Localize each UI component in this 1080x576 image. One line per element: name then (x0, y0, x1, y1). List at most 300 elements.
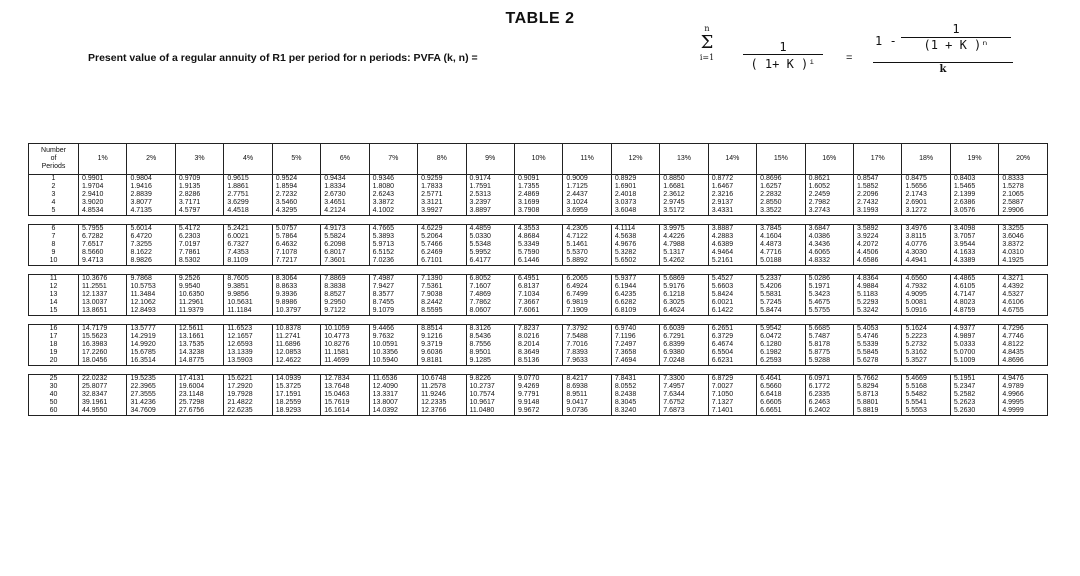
pvfa-value-cell: 6.9740 (611, 325, 659, 334)
rate-column-header: 1% (79, 144, 127, 175)
pvfa-value-cell: 13.7535 (175, 341, 223, 349)
pvfa-value-cell: 5.7487 (805, 333, 853, 341)
pvfa-value-cell: 3.1993 (854, 207, 902, 216)
rate-column-header: 16% (805, 144, 853, 175)
pvfa-value-cell: 11.9379 (175, 307, 223, 316)
pvfa-value-cell: 5.1624 (902, 325, 950, 334)
pvfa-value-cell: 5.1183 (854, 291, 902, 299)
pvfa-value-cell: 9.4466 (369, 325, 417, 334)
pvfa-value-cell: 1.6681 (660, 183, 708, 191)
pvfa-value-cell: 9.0736 (563, 407, 611, 416)
pvfa-value-cell: 4.1633 (950, 249, 998, 257)
pvfa-value-cell: 5.2347 (950, 383, 998, 391)
pvfa-value-cell: 6.5152 (369, 249, 417, 257)
pvfa-value-cell: 11.2551 (79, 283, 127, 291)
pvfa-value-cell: 6.2651 (708, 325, 756, 334)
pvfa-value-cell: 19.6004 (175, 383, 223, 391)
table-row (29, 249, 1048, 257)
pvfa-value-cell: 5.5553 (902, 407, 950, 416)
rate-column-header: 20% (999, 144, 1048, 175)
pvfa-value-cell: 1.5278 (999, 183, 1048, 191)
pvfa-value-cell: 6.1446 (514, 257, 562, 266)
pvfa-value-cell: 8.3240 (611, 407, 659, 416)
pvfa-value-cell: 5.6014 (127, 225, 175, 234)
pvfa-value-cell: 6.4235 (611, 291, 659, 299)
pvfa-value-cell: 11.2741 (272, 333, 320, 341)
pvfa-value-cell: 12.7834 (321, 375, 369, 384)
pvfa-value-cell: 4.9377 (950, 325, 998, 334)
pvfa-value-cell: 9.8986 (272, 299, 320, 307)
pvfa-value-cell: 6.6039 (660, 325, 708, 334)
pvfa-value-cell: 8.3577 (369, 291, 417, 299)
pvfa-value-cell: 12.2335 (418, 399, 466, 407)
pvfa-value-cell: 18.2559 (272, 399, 320, 407)
pvfa-value-cell: 5.2421 (224, 225, 272, 234)
pvfa-value-cell: 6.2402 (805, 407, 853, 416)
pvfa-value-cell: 10.5753 (127, 283, 175, 291)
pvfa-value-cell: 5.8294 (854, 383, 902, 391)
rate-column-header: 9% (466, 144, 514, 175)
pvfa-value-cell: 8.5660 (79, 249, 127, 257)
pvfa-value-cell: 2.2832 (757, 191, 805, 199)
pvfa-value-cell: 5.0330 (466, 233, 514, 241)
pvfa-value-cell: 4.7122 (563, 233, 611, 241)
pvfa-value-cell: 0.8547 (854, 175, 902, 184)
pvfa-value-cell: 3.7908 (514, 207, 562, 216)
pvfa-value-cell: 7.6061 (514, 307, 562, 316)
pvfa-value-cell: 3.9975 (660, 225, 708, 234)
pvfa-value-cell: 4.9173 (321, 225, 369, 234)
pvfa-value-cell: 5.5370 (563, 249, 611, 257)
pvfa-value-cell: 9.7632 (369, 333, 417, 341)
pvfa-value-cell: 15.6221 (224, 375, 272, 384)
pvfa-value-cell: 31.4236 (127, 399, 175, 407)
pvfa-value-cell: 5.6869 (660, 275, 708, 284)
pvfa-value-cell: 7.6752 (660, 399, 708, 407)
pvfa-value-cell: 0.9091 (514, 175, 562, 184)
pvfa-value-cell: 3.8887 (708, 225, 756, 234)
pvfa-value-cell: 7.5361 (418, 283, 466, 291)
pvfa-value-cell: 5.9542 (757, 325, 805, 334)
pvfa-value-cell: 10.7574 (466, 391, 514, 399)
pvfa-value-cell: 3.9020 (79, 199, 127, 207)
pvfa-value-cell: 11.6523 (224, 325, 272, 334)
pvfa-value-cell: 10.2737 (466, 383, 514, 391)
pvfa-value-cell: 0.8475 (902, 175, 950, 184)
pvfa-value-cell: 7.8393 (563, 349, 611, 357)
pvfa-value-cell: 2.1065 (999, 191, 1048, 199)
pvfa-value-cell: 6.6651 (757, 407, 805, 416)
pvfa-value-cell: 7.1909 (563, 307, 611, 316)
pvfa-value-cell: 2.3216 (708, 191, 756, 199)
pvfa-value-cell: 6.1982 (757, 349, 805, 357)
table-row (29, 275, 1048, 284)
table-row (29, 341, 1048, 349)
pvfa-value-cell: 13.1661 (175, 333, 223, 341)
pvfa-value-cell: 5.7590 (514, 249, 562, 257)
pvfa-value-cell: 5.0700 (950, 349, 998, 357)
inner-fraction (901, 22, 1011, 53)
pvfa-value-cell: 10.3797 (272, 307, 320, 316)
pvfa-value-cell: 3.1272 (902, 207, 950, 216)
pvfa-value-cell: 7.3255 (127, 241, 175, 249)
pvfa-value-cell: 2.9906 (999, 207, 1048, 216)
table-row (29, 357, 1048, 366)
pvfa-value-cell: 5.5168 (902, 383, 950, 391)
pvfa-value-cell: 4.6560 (902, 275, 950, 284)
pvfa-value-cell: 2.7751 (224, 191, 272, 199)
pvfa-value-cell: 7.3658 (611, 349, 659, 357)
rate-column-header: 7% (369, 144, 417, 175)
pvfa-value-cell: 4.4392 (999, 283, 1048, 291)
pvfa-value-cell: 13.8651 (79, 307, 127, 316)
pvfa-value-cell: 2.5771 (418, 191, 466, 199)
pvfa-value-cell: 9.4713 (79, 257, 127, 266)
group-spacer (29, 266, 1048, 275)
pvfa-value-cell: 3.6046 (999, 233, 1048, 241)
pvfa-value-cell: 7.3792 (563, 325, 611, 334)
pvfa-value-cell: 5.0286 (805, 275, 853, 284)
pvfa-value-cell: 6.0021 (224, 233, 272, 241)
pvfa-value-cell: 4.9476 (999, 375, 1048, 384)
pvfa-value-cell: 7.9038 (418, 291, 466, 299)
rate-column-header: 14% (708, 144, 756, 175)
pvfa-value-cell: 0.8696 (757, 175, 805, 184)
pvfa-value-cell: 1.7125 (563, 183, 611, 191)
pvfa-value-cell: 8.5136 (514, 357, 562, 366)
pvfa-value-cell: 10.8276 (321, 341, 369, 349)
table-row (29, 199, 1048, 207)
pvfa-value-cell: 15.0463 (321, 391, 369, 399)
pvfa-value-cell: 7.1078 (272, 249, 320, 257)
table-row (29, 191, 1048, 199)
table-row (29, 325, 1048, 334)
pvfa-value-cell: 4.0776 (902, 241, 950, 249)
pvfa-value-cell: 6.7101 (418, 257, 466, 266)
sigma-upper-limit: n (704, 24, 710, 33)
table-row (29, 349, 1048, 357)
pvfa-value-cell: 5.5348 (466, 241, 514, 249)
pvfa-value-cell: 2.6730 (321, 191, 369, 199)
pvfa-value-cell: 3.8115 (902, 233, 950, 241)
pvfa-value-cell: 3.2397 (466, 199, 514, 207)
pvfa-value-cell: 27.3555 (127, 391, 175, 399)
pvfa-value-cell: 4.8696 (999, 357, 1048, 366)
pvfa-value-cell: 5.4206 (757, 283, 805, 291)
pvfa-value-cell: 5.5482 (902, 391, 950, 399)
pvfa-value-cell: 2.7432 (854, 199, 902, 207)
table-row (29, 407, 1048, 416)
spacer-cell (29, 316, 1048, 325)
pvfa-value-cell: 14.2919 (127, 333, 175, 341)
pvfa-value-cell: 2.1399 (950, 191, 998, 199)
pvfa-value-cell: 11.9246 (418, 391, 466, 399)
pvfa-value-cell: 10.4773 (321, 333, 369, 341)
pvfa-value-cell: 2.5887 (999, 199, 1048, 207)
pvfa-value-cell: 10.6748 (418, 375, 466, 384)
pvfa-value-cell: 7.4694 (611, 357, 659, 366)
period-header-line: Number (41, 147, 66, 154)
pvfa-value-cell: 8.5302 (175, 257, 223, 266)
table-row (29, 299, 1048, 307)
pvfa-value-cell: 12.8493 (127, 307, 175, 316)
period-cell: 40 (29, 391, 79, 399)
pvfa-value-cell: 8.0216 (514, 333, 562, 341)
rate-column-header: 3% (175, 144, 223, 175)
pvfa-value-cell: 11.2578 (418, 383, 466, 391)
pvfa-value-cell: 0.9259 (418, 175, 466, 184)
pvfa-value-cell: 5.5755 (805, 307, 853, 316)
pvfa-value-cell: 18.9293 (272, 407, 320, 416)
period-cell: 4 (29, 199, 79, 207)
rate-column-header: 6% (321, 144, 369, 175)
pvfa-value-cell: 7.8869 (321, 275, 369, 284)
pvfa-value-cell: 17.4131 (175, 375, 223, 384)
pvfa-value-cell: 3.4651 (321, 199, 369, 207)
pvfa-value-cell: 6.3729 (708, 333, 756, 341)
pvfa-value-cell: 6.6282 (611, 299, 659, 307)
pvfa-value-cell: 4.5327 (999, 291, 1048, 299)
pvfa-value-cell: 6.4641 (757, 375, 805, 384)
pvfa-value-cell: 4.3436 (805, 241, 853, 249)
pvfa-value-cell: 2.5313 (466, 191, 514, 199)
rate-column-header: 5% (272, 144, 320, 175)
pvfa-value-cell: 2.4018 (611, 191, 659, 199)
pvfa-value-cell: 3.7845 (757, 225, 805, 234)
pvfa-value-cell: 6.6231 (708, 357, 756, 366)
period-cell: 16 (29, 325, 79, 334)
pvfa-value-cell: 9.3719 (418, 341, 466, 349)
pvfa-value-cell: 7.1196 (611, 333, 659, 341)
pvfa-value-cell: 1.7355 (514, 183, 562, 191)
pvfa-value-cell: 9.6036 (418, 349, 466, 357)
pvfa-value-cell: 5.6685 (805, 325, 853, 334)
pvfa-value-cell: 8.5595 (418, 307, 466, 316)
pvfa-value-cell: 6.2335 (805, 391, 853, 399)
table-row (29, 399, 1048, 407)
pvfa-value-cell: 4.6586 (854, 257, 902, 266)
pvfa-value-cell: 2.2096 (854, 191, 902, 199)
pvfa-value-cell: 34.7609 (127, 407, 175, 416)
pvfa-value-cell: 6.4632 (272, 241, 320, 249)
pvfa-value-cell: 8.3838 (321, 283, 369, 291)
pvfa-value-cell: 11.0480 (466, 407, 514, 416)
pvfa-value-cell: 0.9174 (466, 175, 514, 184)
pvfa-value-cell: 5.3349 (514, 241, 562, 249)
table-row (29, 233, 1048, 241)
pvfa-value-cell: 14.0939 (272, 375, 320, 384)
period-header-line: of (50, 155, 57, 162)
pvfa-value-cell: 6.0472 (757, 333, 805, 341)
pvfa-value-cell: 4.2305 (563, 225, 611, 234)
pvfa-value-cell: 4.6065 (805, 249, 853, 257)
pvfa-value-cell: 4.1604 (757, 233, 805, 241)
pvfa-value-cell: 8.0552 (611, 383, 659, 391)
pvfa-value-cell: 6.2065 (563, 275, 611, 284)
equals-sign: = (846, 52, 853, 64)
pvfa-value-cell: 7.9633 (563, 357, 611, 366)
pvfa-value-cell: 1.7591 (466, 183, 514, 191)
pvfa-value-cell: 4.2124 (321, 207, 369, 216)
pvfa-value-cell: 13.3317 (369, 391, 417, 399)
pvfa-value-cell: 7.5488 (563, 333, 611, 341)
pvfa-value-cell: 8.3064 (272, 275, 320, 284)
pvfa-value-cell: 5.9377 (611, 275, 659, 284)
pvfa-value-cell: 6.8729 (708, 375, 756, 384)
pvfa-value-cell: 0.9709 (175, 175, 223, 184)
pvfa-value-cell: 3.3121 (418, 199, 466, 207)
outer-denominator: k (939, 64, 947, 75)
pvfa-value-cell: 4.3553 (514, 225, 562, 234)
period-cell: 12 (29, 283, 79, 291)
pvfa-value-cell: 3.5172 (660, 207, 708, 216)
pvfa-value-cell: 3.2743 (805, 207, 853, 216)
rate-column-header: 18% (902, 144, 950, 175)
pvfa-value-cell: 8.0607 (466, 307, 514, 316)
pvfa-value-cell: 5.6502 (611, 257, 659, 266)
group-spacer (29, 366, 1048, 375)
pvfa-value-cell: 1.5852 (854, 183, 902, 191)
pvfa-value-cell: 6.4924 (563, 283, 611, 291)
pvfa-value-cell: 1.8594 (272, 183, 320, 191)
table-row (29, 207, 1048, 216)
pvfa-value-cell: 5.8892 (563, 257, 611, 266)
pvfa-value-cell: 9.1216 (418, 333, 466, 341)
pvfa-value-cell: 5.4262 (660, 257, 708, 266)
pvfa-value-cell: 10.6350 (175, 291, 223, 299)
pvfa-value-cell: 2.9745 (660, 199, 708, 207)
pvfa-value-cell: 2.3612 (660, 191, 708, 199)
pvfa-value-cell: 4.3271 (999, 275, 1048, 284)
pvfa-value-cell: 4.9966 (999, 391, 1048, 399)
period-cell: 3 (29, 191, 79, 199)
pvfa-value-cell: 5.2064 (418, 233, 466, 241)
pvfa-value-cell: 3.9224 (854, 233, 902, 241)
pvfa-value-cell: 6.7282 (79, 233, 127, 241)
pvfa-value-cell: 2.6901 (902, 199, 950, 207)
pvfa-value-cell: 10.3676 (79, 275, 127, 284)
pvfa-value-cell: 0.8772 (708, 175, 756, 184)
pvfa-value-cell: 2.4869 (514, 191, 562, 199)
pvfa-value-cell: 6.8052 (466, 275, 514, 284)
pvfa-value-cell: 4.0310 (999, 249, 1048, 257)
pvfa-value-cell: 8.8527 (321, 291, 369, 299)
pvfa-value-cell: 9.3936 (272, 291, 320, 299)
pvfa-value-cell: 12.1337 (79, 291, 127, 299)
pvfa-value-cell: 11.6536 (369, 375, 417, 384)
pvfa-value-cell: 4.6105 (950, 283, 998, 291)
pvfa-value-cell: 16.3983 (79, 341, 127, 349)
pvfa-value-cell: 5.8424 (708, 291, 756, 299)
pvfa-value-cell: 4.0386 (805, 233, 853, 241)
pvfa-value-cell: 5.7864 (272, 233, 320, 241)
group-spacer (29, 216, 1048, 225)
pvfa-value-cell: 2.6386 (950, 199, 998, 207)
pvfa-value-cell: 7.7861 (175, 249, 223, 257)
pvfa-value-cell: 6.1280 (757, 341, 805, 349)
pvfa-value-cell: 23.1148 (175, 391, 223, 399)
pvfa-value-cell: 4.5638 (611, 233, 659, 241)
pvfa-value-cell: 2.8550 (757, 199, 805, 207)
pvfa-value-cell: 9.0770 (514, 375, 562, 384)
pvfa-value-cell: 32.8347 (79, 391, 127, 399)
pvfa-value-cell: 8.9511 (563, 391, 611, 399)
pvfa-value-cell: 5.3242 (854, 307, 902, 316)
pvfa-value-cell: 9.9672 (514, 407, 562, 416)
pvfa-value-cell: 14.3238 (175, 349, 223, 357)
pvfa-value-cell: 4.8759 (950, 307, 998, 316)
pvfa-value-cell: 6.7499 (563, 291, 611, 299)
pvfa-value-cell: 2.6243 (369, 191, 417, 199)
inner-numerator: 1 (952, 22, 960, 36)
pvfa-value-cell: 4.7716 (757, 249, 805, 257)
pvfa-value-cell: 6.4674 (708, 341, 756, 349)
pvfa-value-cell: 7.1401 (708, 407, 756, 416)
discount-fraction (743, 40, 823, 72)
pvfa-value-cell: 9.1285 (466, 357, 514, 366)
pvfa-value-cell: 4.4506 (854, 249, 902, 257)
pvfa-value-cell: 2.4437 (563, 191, 611, 199)
pvfa-value-cell: 4.8332 (805, 257, 853, 266)
pvfa-value-cell: 19.7928 (224, 391, 272, 399)
pvfa-value-cell: 6.7327 (224, 241, 272, 249)
pvfa-value-cell: 3.3872 (369, 199, 417, 207)
pvfa-value-cell: 5.7955 (79, 225, 127, 234)
pvfa-value-cell: 7.0027 (708, 383, 756, 391)
period-cell: 20 (29, 357, 79, 366)
period-cell: 10 (29, 257, 79, 266)
pvfa-value-cell: 3.5460 (272, 199, 320, 207)
pvfa-value-cell: 8.9501 (466, 349, 514, 357)
pvfa-value-cell: 9.7791 (514, 391, 562, 399)
pvfa-value-cell: 6.8017 (321, 249, 369, 257)
fraction-numerator: 1 (779, 40, 787, 54)
pvfa-value-cell: 16.1614 (321, 407, 369, 416)
pvfa-value-cell: 44.9550 (79, 407, 127, 416)
pvfa-value-cell: 10.8378 (272, 325, 320, 334)
pvfa-value-cell: 3.8897 (466, 207, 514, 216)
pvfa-value-cell: 16.3514 (127, 357, 175, 366)
rate-column-header: 2% (127, 144, 175, 175)
pvfa-value-cell: 3.0373 (611, 199, 659, 207)
rate-column-header: 10% (514, 144, 562, 175)
pvfa-value-cell: 6.8137 (514, 283, 562, 291)
pvfa-value-cell: 9.8226 (466, 375, 514, 384)
spacer-cell (29, 366, 1048, 375)
table-row (29, 225, 1048, 234)
pvfa-value-cell: 6.0971 (805, 375, 853, 384)
pvfa-value-cell: 0.9524 (272, 175, 320, 184)
pvfa-value-cell: 15.6785 (127, 349, 175, 357)
pvfa-value-cell: 0.9804 (127, 175, 175, 184)
pvfa-value-cell: 0.8403 (950, 175, 998, 184)
pvfa-value-cell: 6.4951 (514, 275, 562, 284)
table-row (29, 391, 1048, 399)
pvfa-value-cell: 2.7982 (805, 199, 853, 207)
period-cell: 5 (29, 207, 79, 216)
pvfa-value-cell: 5.7662 (854, 375, 902, 384)
pvfa-value-cell: 7.0197 (175, 241, 223, 249)
pvfa-value-cell: 6.2098 (321, 241, 369, 249)
pvfa-value-cell: 4.7746 (999, 333, 1048, 341)
pvfa-value-cell: 2.7232 (272, 191, 320, 199)
pvfa-value-cell: 4.7988 (660, 241, 708, 249)
pvfa-value-cell: 13.0037 (79, 299, 127, 307)
pvfa-value-cell: 5.9713 (369, 241, 417, 249)
pvfa-value-cell: 1.6467 (708, 183, 756, 191)
period-cell: 6 (29, 225, 79, 234)
pvfa-value-cell: 5.5339 (854, 341, 902, 349)
